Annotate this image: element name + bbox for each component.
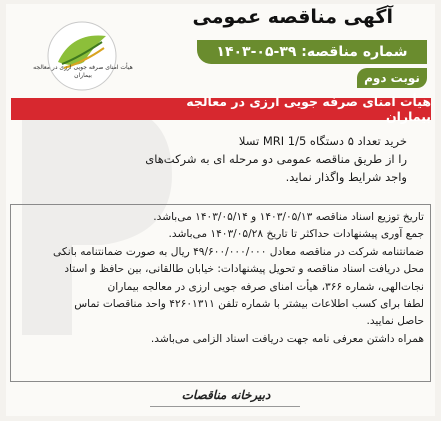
detail-line: همراه داشتن معرفی نامه جهت دریافت اسناد الزامی می‌باشد. xyxy=(150,332,424,345)
detail-line: نجات‌الهی، شماره ۳۶۶، هیأت امنای صرفه جویی ارزی در معالجه بیماران xyxy=(107,280,424,293)
page-title: آگهی مناقصه عمومی xyxy=(192,6,393,28)
detail-line: لطفا برای کسب اطلاعات بیشتر با شماره تلفن ۴۲۶۰۱۳۱۱ واحد مناقصات تماس xyxy=(74,298,424,311)
details-box xyxy=(10,204,431,382)
round-badge xyxy=(357,68,427,88)
footer-divider xyxy=(150,406,300,407)
footer-signature: دبیرخانه مناقصات xyxy=(181,388,271,402)
subject-line: واجد شرایط واگذار نماید. xyxy=(285,170,407,184)
detail-line: جمع آوری پیشنهادات حداکثر تا تاریخ ۱۴۰۳/۰۵/۲۸ می‌باشد. xyxy=(168,228,424,241)
subject-text xyxy=(97,132,407,186)
organization-logo-icon xyxy=(44,18,120,94)
detail-line: تاریخ توزیع اسناد مناقصه ۱۴۰۳/۰۵/۱۳ و ۱۴۰۳/۰۵/۱۴ می‌باشد. xyxy=(153,211,424,223)
organization-name: هیأت امنای صرفه جویی ارزی در معالجه بیماران xyxy=(186,94,431,124)
tender-number: شماره مناقصه: ۳۹-۰۵-۱۴۰۳ xyxy=(216,44,408,60)
round-label: نوبت دوم xyxy=(364,71,420,85)
detail-line: محل دریافت اسناد مناقصه و تحویل پیشنهادات: خیابان طالقانی، بین حافظ و استاد xyxy=(64,263,424,276)
subject-line: خرید تعداد ۵ دستگاه MRI 1/5 تسلا xyxy=(238,134,407,148)
detail-line: ضمانتنامه شرکت در مناقصه معادل ۴۹/۶۰۰/۰۰۰/۰۰۰ ریال به صورت ضمانتنامه بانکی xyxy=(53,245,424,258)
logo-caption: هیأت امنای صرفه جویی ارزی در معالجه بیماران xyxy=(33,64,133,79)
detail-line: حاصل نمایید. xyxy=(366,315,424,328)
subject-line: را از طریق مناقصه عمومی دو مرحله ای به شرکت‌های xyxy=(145,152,407,166)
organization-bar xyxy=(11,94,431,124)
tender-number-bar xyxy=(197,40,427,64)
